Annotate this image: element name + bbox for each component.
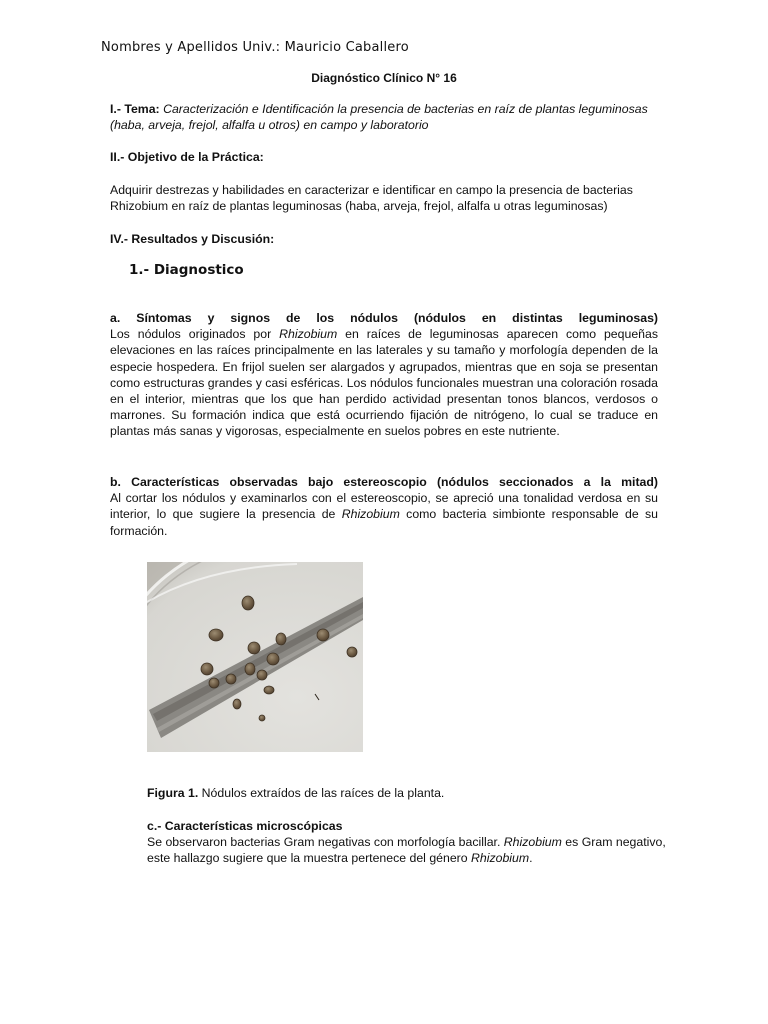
tema-label: I.- Tema: <box>110 102 160 116</box>
section-c-italic-1: Rhizobium <box>503 835 562 850</box>
figure-caption-text: Nódulos extraídos de las raíces de la planta. <box>198 786 445 800</box>
section-c <box>147 818 667 867</box>
section-c-heading: c.- Características microscópicas <box>147 819 343 833</box>
resultados-heading: IV.- Resultados y Discusión: <box>110 232 275 246</box>
section-b-text-2: como bacteria simbionte responsable de su formación. <box>110 507 659 538</box>
section-c-text-2: es Gram negativo, este hallazgo sugiere que la muestra pertenece del género <box>147 835 666 866</box>
figure-label: Figura 1. <box>147 786 199 800</box>
petri-dish-photo <box>147 562 363 752</box>
section-b-italic: Rhizobium <box>341 507 400 522</box>
tema-text: Caracterización e Identificación la presencia de bacterias en raíz de plantas leguminosas (haba, arveja, frejol, alfalfa u otros) en campo y laboratorio <box>110 102 648 133</box>
section-a-italic: Rhizobium <box>279 327 338 342</box>
section-c-text-3: . <box>529 851 533 866</box>
figure-caption <box>147 786 444 800</box>
section-b <box>110 474 658 539</box>
figure-nodules-photo <box>147 562 363 752</box>
section-a-heading: a. Síntomas y signos de los nódulos (nódulos en distintas leguminosas) <box>110 311 658 325</box>
diagnostico-heading: 1.- Diagnostico <box>129 262 244 278</box>
section-a <box>110 310 658 440</box>
objetivo-heading: II.- Objetivo de la Práctica: <box>110 150 264 164</box>
section-c-italic-2: Rhizobium <box>471 851 530 866</box>
section-a-text-1: Los nódulos originados por <box>110 327 280 342</box>
section-a-text-2: en raíces de leguminosas aparecen como pequeñas elevaciones en las raíces principalmente en las laterales y su tamaño y morfología dependen de la especie hospedera. En frijol suelen ser alargados y agrupados, mientras que en soja se presentan como estructuras grandes y casi esféricas. Los nódulos funcionales muestran una coloración rosada en el interior, mientras que los que han perdido actividad presentan tonos blancos, verdosos o marrones. Su formación indica que está ocurriendo fijación de nitrógeno, lo cual se traduce en plantas más sanas y vigorosas, especialmente en suelos pobres en este nutriente. <box>110 327 658 439</box>
section-b-text-1: Al cortar los nódulos y examinarlos con el estereoscopio, se apreció una tonalidad verdosa en su interior, lo que sugiere la presencia de <box>110 491 658 522</box>
section-b-heading: b. Características observadas bajo estereoscopio (nódulos seccionados a la mitad) <box>110 475 658 489</box>
tema-paragraph <box>110 101 658 133</box>
author-line: Nombres y Apellidos Univ.: Mauricio Caballero <box>101 40 409 55</box>
section-c-text-1: Se observaron bacterias Gram negativas con morfología bacillar. <box>147 835 504 850</box>
objetivo-text: Adquirir destrezas y habilidades en caracterizar e identificar en campo la presencia de bacterias Rhizobium en raíz de plantas leguminosas (haba, arveja, frejol, alfalfa u otras leguminosas) <box>110 183 633 214</box>
document-title: Diagnóstico Clínico N° 16 <box>311 71 457 85</box>
